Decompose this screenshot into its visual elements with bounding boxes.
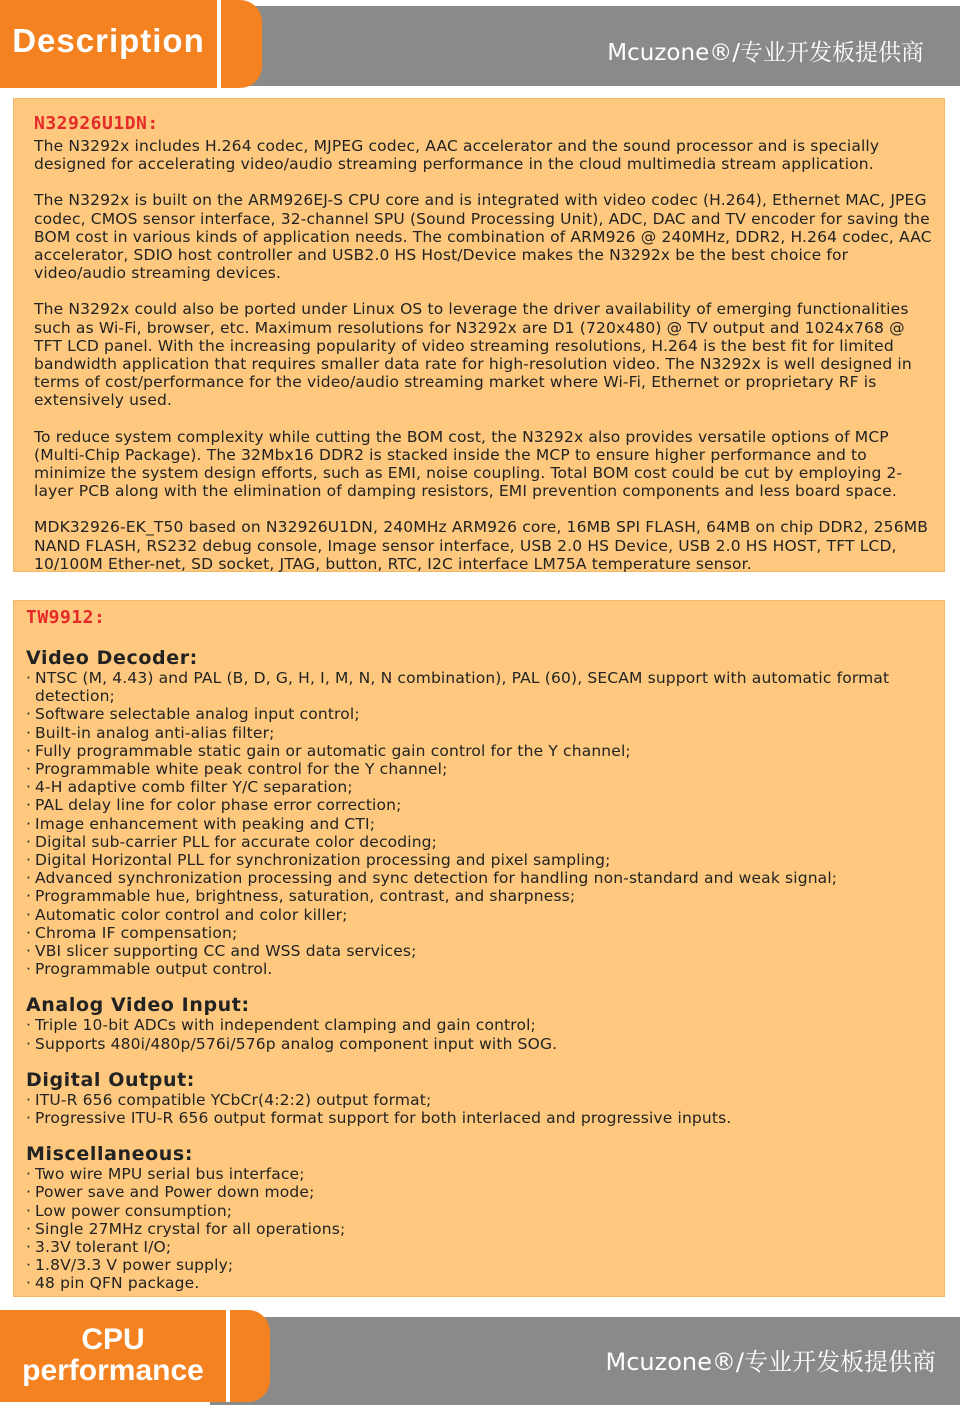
feature-item: · Chroma IF compensation;: [26, 924, 934, 942]
feature-sections: [26, 647, 934, 1293]
banner-title: [0, 1324, 226, 1386]
description-paragraph: The N3292x could also be ported under Linux OS to leverage the driver availability of emerging functionalities such as Wi-Fi, browser, etc. Maximum resolutions for N3292x are D1 (720x480) @ TV output and 1024x768 @ TFT LCD panel. With the increasing popularity of video streaming resolutions, H.264 is the best fit for limited bandwidth application that requires smaller data rate for high-resolution video. The N3292x is well designed in terms of cost/performance for the video/audio streaming market where Wi-Fi, Ethernet or proprietary RF is extensively used.: [34, 300, 912, 410]
feature-list: [26, 1091, 934, 1127]
description-paragraph: To reduce system complexity while cutting the BOM cost, the N3292x also provides versatile options of MCP (Multi-Chip Package). The 32Mbx16 DDR2 is stacked inside the MCP to ensure higher performance and to minimize the system design efforts, such as EMI, noise coupling. Total BOM cost could be cut by employing 2-layer PCB along with the elimination of damping resistors, EMI prevention components and less board space.: [34, 427, 903, 501]
description-banner: [0, 0, 960, 92]
feature-item: · Triple 10-bit ADCs with independent clamping and gain control;: [26, 1016, 934, 1034]
feature-item: · 48 pin QFN package.: [26, 1274, 934, 1292]
feature-item: · Digital sub-carrier PLL for accurate color decoding;: [26, 833, 934, 851]
brand-tagline: Mcuzone®/专业开发板提供商: [607, 40, 924, 66]
section-heading: Miscellaneous:: [26, 1143, 194, 1166]
feature-item: · Power save and Power down mode;: [26, 1183, 934, 1201]
feature-item: · ITU-R 656 compatible YCbCr(4:2:2) output format;: [26, 1091, 934, 1109]
section-heading: Analog Video Input:: [26, 994, 250, 1017]
cpu-performance-banner: [0, 1310, 960, 1423]
feature-item: · Automatic color control and color killer;: [26, 906, 934, 924]
feature-item: · Progressive ITU-R 656 output format support for both interlaced and progressive inputs.: [26, 1109, 934, 1127]
description-paragraph: The N3292x includes H.264 codec, MJPEG codec, AAC accelerator and the sound processor and is specially designed for accelerating video/audio streaming performance in the cloud multimedia stream application.: [34, 137, 880, 174]
feature-item: · Programmable white peak control for the Y channel;: [26, 760, 934, 778]
section-heading: Digital Output:: [26, 1068, 195, 1091]
feature-item: · Digital Horizontal PLL for synchronization processing and pixel sampling;: [26, 851, 934, 869]
banner-title-line: performance: [22, 1354, 204, 1387]
feature-item: · Programmable hue, brightness, saturation, contrast, and sharpness;: [26, 887, 934, 905]
banner-title: Description: [12, 22, 205, 59]
paragraph-list: [34, 137, 934, 573]
feature-item: · 4-H adaptive comb filter Y/C separation;: [26, 778, 934, 796]
feature-section: [26, 994, 934, 1052]
tw9912-features-panel: [13, 600, 945, 1297]
feature-item: · 3.3V tolerant I/O;: [26, 1238, 934, 1256]
feature-item: · Supports 480i/480p/576i/576p analog component input with SOG.: [26, 1035, 934, 1053]
n32926-description-panel: [13, 98, 945, 572]
feature-section: [26, 1143, 934, 1292]
banner-title-line: CPU: [81, 1323, 145, 1356]
feature-item: · Single 27MHz crystal for all operations;: [26, 1220, 934, 1238]
feature-item: · PAL delay line for color phase error correction;: [26, 796, 934, 814]
feature-item: · Image enhancement with peaking and CTI;: [26, 815, 934, 833]
brand-tagline: Mcuzone®/专业开发板提供商: [605, 1348, 936, 1376]
banner-divider: [217, 0, 221, 88]
feature-item: · NTSC (M, 4.43) and PAL (B, D, G, H, I, M, N, N combination), PAL (60), SECAM support with automatic format detection;: [26, 669, 934, 705]
section-heading: Video Decoder:: [26, 647, 198, 669]
feature-item: · Two wire MPU serial bus interface;: [26, 1165, 934, 1183]
chip-title: N32926U1DN:: [34, 113, 159, 134]
chip-title: TW9912:: [26, 607, 106, 628]
feature-list: [26, 669, 934, 978]
feature-item: · Programmable output control.: [26, 960, 934, 978]
description-paragraph: The N3292x is built on the ARM926EJ-S CPU core and is integrated with video codec (H.264), Ethernet MAC, JPEG codec, CMOS sensor interface, 32-channel SPU (Sound Processing Unit), ADC, DAC and TV encoder for saving the BOM cost in various kinds of application needs. The combination of ARM926 @ 240MHz, DDR2, H.264 codec, AAC accelerator, SDIO host controller and USB2.0 HS Host/Device makes the N3292x be the best choice for video/audio streaming devices.: [34, 191, 932, 283]
feature-item: · Low power consumption;: [26, 1202, 934, 1220]
feature-list: [26, 1016, 934, 1052]
feature-section: [26, 1069, 934, 1127]
feature-item: · Advanced synchronization processing and sync detection for handling non-standard and weak signal;: [26, 869, 934, 887]
banner-divider: [226, 1310, 230, 1402]
feature-item: · Software selectable analog input control;: [26, 705, 934, 723]
feature-item: · Built-in analog anti-alias filter;: [26, 724, 934, 742]
feature-item: · Fully programmable static gain or automatic gain control for the Y channel;: [26, 742, 934, 760]
feature-section: [26, 647, 934, 978]
feature-list: [26, 1165, 934, 1292]
feature-item: · 1.8V/3.3 V power supply;: [26, 1256, 934, 1274]
description-paragraph: MDK32926-EK_T50 based on N32926U1DN, 240MHz ARM926 core, 16MB SPI FLASH, 64MB on chip DDR2, 256MB NAND FLASH, RS232 debug console, Image sensor interface, USB 2.0 HS Device, USB 2.0 HS HOST, TFT LCD, 10/100M Ether-net, SD socket, JTAG, button, RTC, I2C interface LM75A temperature sensor.: [34, 518, 929, 573]
feature-item: · VBI slicer supporting CC and WSS data services;: [26, 942, 934, 960]
